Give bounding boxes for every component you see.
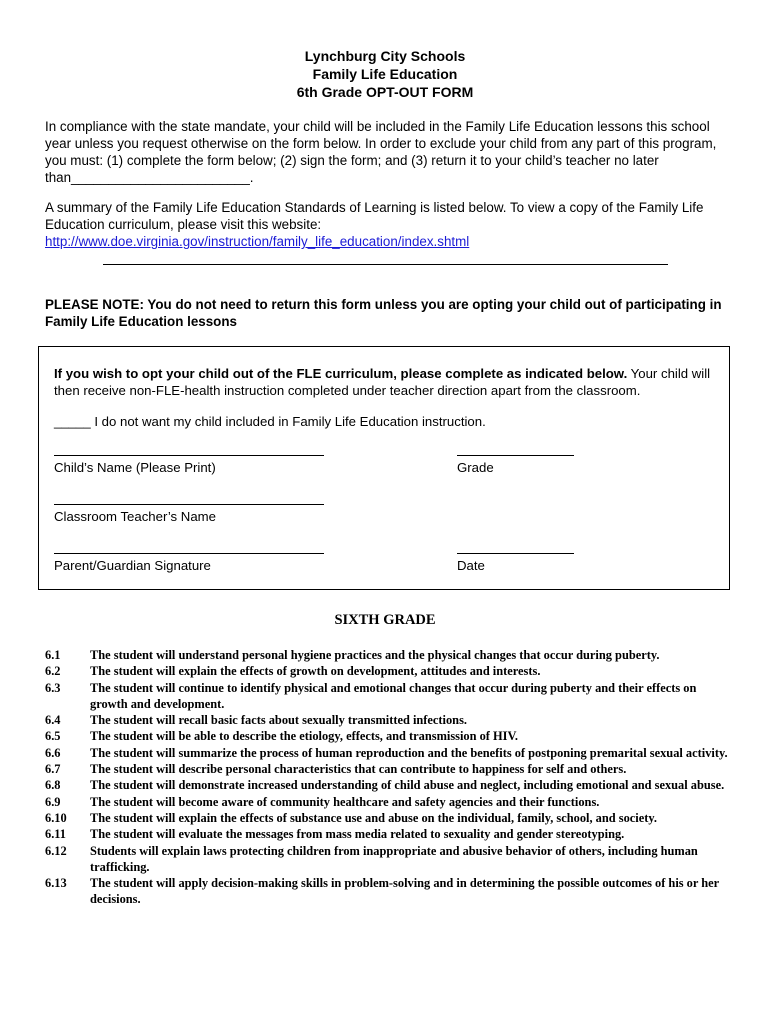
- standard-number: 6.10: [45, 810, 67, 825]
- standards-list: [45, 647, 735, 908]
- standard-number: 6.6: [45, 745, 61, 760]
- optout-checkbox-label: I do not want my child included in Family Life Education instruction.: [90, 414, 486, 429]
- date-label: Date: [457, 558, 485, 573]
- standard-item: [45, 810, 735, 826]
- standard-number: 6.8: [45, 778, 61, 793]
- intro-paragraph: In compliance with the state mandate, your child will be included in the Family Life Education lessons this school year unless you request otherwise on the form below. In order to exclude your child from any part of this program, you must: (1) complete the form below; (2) sign the form; and (3) return it to your child’s teacher no later than________________________.: [45, 119, 717, 185]
- grade-field[interactable]: [457, 455, 574, 476]
- standard-item: [45, 663, 735, 679]
- standard-item: [45, 728, 735, 744]
- standard-item: [45, 745, 735, 761]
- document-header: [0, 47, 770, 101]
- standard-item: [45, 826, 735, 842]
- date-field[interactable]: [457, 553, 574, 574]
- standard-number: 6.9: [45, 794, 61, 809]
- standard-text: The student will be able to describe the etiology, effects, and transmission of HIV.: [90, 729, 518, 744]
- standard-number: 6.12: [45, 843, 67, 858]
- standard-number: 6.5: [45, 729, 61, 744]
- optout-instructions: [54, 365, 719, 399]
- form-title: 6th Grade OPT-OUT FORM: [296, 84, 474, 100]
- standard-number: 6.3: [45, 680, 61, 695]
- standard-number: 6.7: [45, 762, 61, 777]
- curriculum-link[interactable]: http://www.doe.virginia.gov/instruction/family_life_education/index.shtml: [45, 234, 470, 249]
- standard-text: The student will explain the effects of substance use and abuse on the individual, family, school, and society.: [90, 810, 657, 825]
- standard-text: The student will understand personal hygiene practices and the physical changes that occur during puberty.: [90, 648, 660, 662]
- child-name-label: Child’s Name (Please Print): [54, 460, 216, 475]
- standard-number: 6.2: [45, 664, 61, 679]
- please-note: PLEASE NOTE: You do not need to return this form unless you are opting your child out of participating in Family Life Education lessons: [45, 297, 722, 329]
- standard-item: [45, 794, 735, 810]
- standard-item: [45, 680, 735, 713]
- optout-instructions-regular: Your child will then receive non-FLE-health instruction completed under teacher direction apart from the classroom.: [54, 366, 711, 398]
- summary-paragraph: [45, 199, 735, 250]
- school-name: Lynchburg City Schools: [304, 48, 466, 64]
- standard-number: 6.13: [45, 876, 67, 891]
- optout-checkbox-row: [54, 413, 719, 430]
- standard-text: The student will recall basic facts about sexually transmitted infections.: [90, 713, 467, 728]
- program-name: Family Life Education: [312, 66, 458, 82]
- summary-text: A summary of the Family Life Education Standards of Learning is listed below. To view a copy of the Family Life Education curriculum, please visit this website:: [45, 200, 704, 232]
- standard-text: The student will evaluate the messages from mass media related to sexuality and gender stereotyping.: [90, 827, 625, 842]
- optout-instructions-bold: If you wish to opt your child out of the FLE curriculum, please complete as indicated below.: [54, 366, 628, 381]
- optout-checkbox-blank[interactable]: _____: [54, 414, 91, 429]
- sixth-grade-title: SIXTH GRADE: [334, 612, 436, 628]
- child-name-field[interactable]: [54, 455, 324, 476]
- standard-text: The student will explain the effects of growth on development, attitudes and interests.: [90, 664, 541, 679]
- child-name-line[interactable]: [54, 455, 324, 456]
- standard-text: The student will describe personal characteristics that can contribute to happiness for self and others.: [90, 762, 627, 777]
- standard-number: 6.1: [45, 648, 61, 662]
- standard-text: The student will summarize the process of human reproduction and the benefits of postponing premarital sexual activity.: [90, 745, 728, 760]
- standard-number: 6.4: [45, 713, 61, 728]
- teacher-name-line[interactable]: [54, 504, 324, 505]
- standard-item: [45, 843, 735, 876]
- standard-item: [45, 777, 735, 793]
- standard-text: The student will demonstrate increased understanding of child abuse and neglect, including emotional and sexual abuse.: [90, 778, 725, 793]
- parent-signature-field[interactable]: [54, 553, 324, 574]
- section-divider: [103, 264, 668, 265]
- standard-text: The student will continue to identify physical and emotional changes that occur during puberty and their effects on growth and development.: [90, 680, 697, 711]
- standard-text: The student will apply decision-making skills in problem-solving and in determining the possible outcomes of his or her decisions.: [90, 876, 719, 907]
- grade-line[interactable]: [457, 455, 574, 456]
- parent-signature-line[interactable]: [54, 553, 324, 554]
- standard-item: [45, 761, 735, 777]
- optout-form-box: [38, 346, 730, 590]
- standard-item: [45, 712, 735, 728]
- teacher-name-field[interactable]: [54, 504, 324, 525]
- parent-signature-label: Parent/Guardian Signature: [54, 558, 211, 573]
- standard-number: 6.11: [45, 827, 66, 842]
- date-line[interactable]: [457, 553, 574, 554]
- standard-item: [45, 647, 735, 663]
- standard-text: The student will become aware of community healthcare and safety agencies and their functions.: [90, 794, 600, 809]
- grade-label: Grade: [457, 460, 494, 475]
- standard-text: Students will explain laws protecting children from inappropriate and abusive behavior of others, including human trafficking.: [90, 843, 698, 874]
- standard-item: [45, 875, 735, 908]
- teacher-name-label: Classroom Teacher’s Name: [54, 509, 216, 524]
